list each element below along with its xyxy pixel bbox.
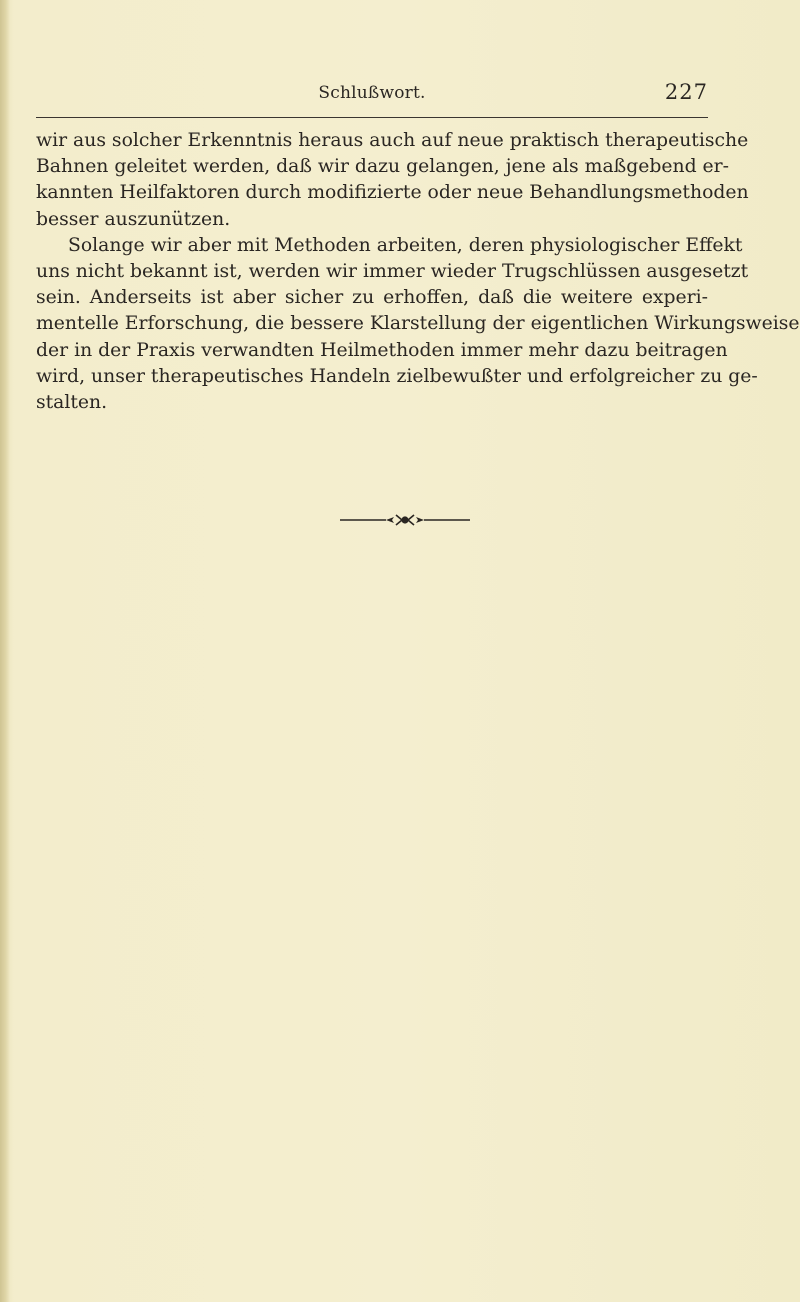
text-line: Bahnen geleitet werden, daß wir dazu gelangen, jene als maßgebend er- [36, 156, 729, 178]
running-title: Schlußwort. [318, 83, 426, 103]
text-line: stalten. [36, 391, 108, 413]
section-end-ornament-icon [340, 512, 470, 528]
body-text [36, 128, 800, 416]
text-line: sein. Anderseits ist aber sicher zu erhoffen, daß die weitere experi- [36, 287, 708, 309]
page-number: 227 [664, 80, 708, 104]
binding-edge [0, 0, 10, 1302]
header-rule [36, 117, 708, 118]
text-line: wir aus solcher Erkenntnis heraus auch auf neue praktisch therapeutische [36, 130, 749, 151]
text-line: besser auszunützen. [36, 208, 231, 230]
text-line: kannten Heilfaktoren durch modifizierte oder neue Behandlungsmethoden [36, 182, 749, 204]
text-line: der in der Praxis verwandten Heilmethoden immer mehr dazu beitragen [36, 339, 728, 361]
running-head [36, 80, 708, 114]
text-line: mentelle Erforschung, die bessere Klarstellung der eigentlichen Wirkungsweise [36, 313, 800, 335]
text-line: uns nicht bekannt ist, werden wir immer wieder Trugschlüssen ausgesetzt [36, 260, 749, 282]
text-line: Solange wir aber mit Methoden arbeiten, deren physiologischer Effekt [68, 234, 743, 256]
text-line: wird, unser therapeutisches Handeln zielbewußter und erfolgreicher zu ge- [36, 365, 758, 387]
